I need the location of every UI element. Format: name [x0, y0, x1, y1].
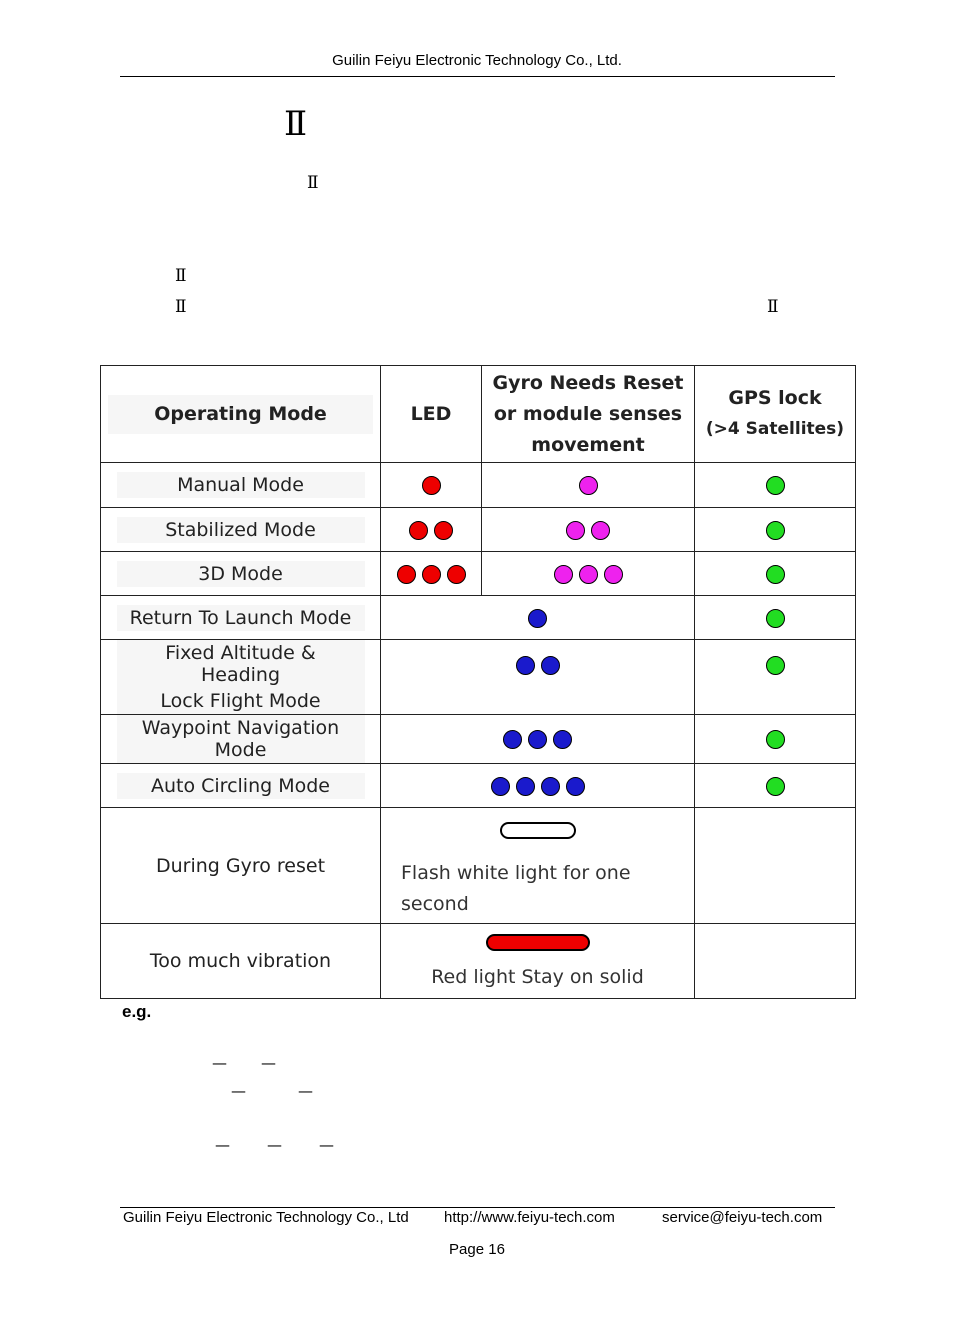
table-row — [101, 715, 856, 764]
header-gps-lock: GPS lock (>4 Satellites) — [695, 366, 856, 463]
mode-name: 3D Mode — [101, 552, 381, 596]
blue-dot-icon — [553, 730, 572, 749]
mode-name: Manual Mode — [101, 463, 381, 508]
blue-dot-icon — [503, 730, 522, 749]
vibration-indicator — [381, 924, 695, 999]
table-row — [101, 508, 856, 552]
dash-mark: — — [267, 1136, 282, 1154]
dash-mark: — — [298, 1082, 313, 1100]
page-number: Page 16 — [449, 1241, 505, 1258]
paragraph-glyph: Ⅱ — [767, 297, 779, 317]
blue-dot-icon — [528, 609, 547, 628]
mode-name: Stabilized Mode — [101, 508, 381, 552]
gps-indicator — [695, 640, 856, 715]
magenta-dot-icon — [591, 521, 610, 540]
magenta-dot-icon — [554, 565, 573, 584]
mode-name: During Gyro reset — [101, 808, 381, 924]
page-header: Guilin Feiyu Electronic Technology Co., Ltd. — [332, 52, 622, 69]
blue-dot-icon — [491, 777, 510, 796]
mode-name: Waypoint Navigation Mode — [101, 715, 381, 764]
note-text: Red light Stay on solid — [431, 966, 644, 988]
gyro-indicator — [482, 463, 695, 508]
footer-rule — [120, 1207, 835, 1208]
paragraph-glyph: Ⅱ — [175, 266, 187, 286]
red-dot-icon — [397, 565, 416, 584]
footer-url-link[interactable]: http://www.feiyu-tech.com — [444, 1209, 615, 1226]
dash-mark: — — [215, 1136, 230, 1154]
mode-name: Fixed Altitude & Heading Lock Flight Mode — [101, 640, 381, 715]
table-row — [101, 552, 856, 596]
footer-company: Guilin Feiyu Electronic Technology Co., Ltd — [123, 1209, 409, 1226]
green-dot-icon — [766, 609, 785, 628]
table-row — [101, 808, 856, 924]
green-dot-icon — [766, 565, 785, 584]
section-title-glyph: Ⅱ — [284, 104, 308, 144]
dash-mark: — — [319, 1136, 334, 1154]
dash-mark: — — [231, 1082, 246, 1100]
table-row — [101, 764, 856, 808]
gyro-reset-indicator — [381, 808, 695, 924]
table-row — [101, 596, 856, 640]
empty-cell — [695, 924, 856, 999]
gps-indicator — [695, 715, 856, 764]
paragraph-glyph: Ⅱ — [175, 297, 187, 317]
empty-cell — [695, 808, 856, 924]
red-dot-icon — [422, 476, 441, 495]
gyro-indicator — [482, 552, 695, 596]
gyro-indicator — [482, 508, 695, 552]
magenta-dot-icon — [579, 476, 598, 495]
mode-indicator — [381, 715, 695, 764]
led-indicator — [381, 552, 482, 596]
gps-indicator — [695, 764, 856, 808]
red-dot-icon — [422, 565, 441, 584]
red-dot-icon — [409, 521, 428, 540]
green-dot-icon — [766, 521, 785, 540]
mode-name: Return To Launch Mode — [101, 596, 381, 640]
gps-indicator — [695, 552, 856, 596]
gps-indicator — [695, 463, 856, 508]
led-indicator — [381, 508, 482, 552]
blue-dot-icon — [541, 777, 560, 796]
magenta-dot-icon — [604, 565, 623, 584]
paragraph-glyph: Ⅱ — [307, 173, 319, 193]
note-text: Flash white light for one — [401, 862, 631, 884]
footer-email-link[interactable]: service@feiyu-tech.com — [662, 1209, 823, 1226]
dash-mark: — — [261, 1054, 276, 1072]
header-operating-mode: Operating Mode — [101, 366, 381, 463]
green-dot-icon — [766, 777, 785, 796]
magenta-dot-icon — [579, 565, 598, 584]
table-row — [101, 924, 856, 999]
white-light-bar-icon — [500, 822, 576, 839]
red-dot-icon — [447, 565, 466, 584]
magenta-dot-icon — [566, 521, 585, 540]
green-dot-icon — [766, 656, 785, 675]
example-label: e.g. — [122, 1002, 152, 1021]
mode-name: Auto Circling Mode — [101, 764, 381, 808]
header-gyro-reset: Gyro Needs Reset or module senses movement — [482, 366, 695, 463]
gps-indicator — [695, 596, 856, 640]
red-dot-icon — [434, 521, 453, 540]
green-dot-icon — [766, 476, 785, 495]
green-dot-icon — [766, 730, 785, 749]
table-row — [101, 463, 856, 508]
led-indicator — [381, 463, 482, 508]
blue-dot-icon — [528, 730, 547, 749]
mode-indicator — [381, 640, 695, 715]
table-row — [101, 640, 856, 715]
note-text: second — [401, 893, 469, 915]
blue-dot-icon — [516, 777, 535, 796]
mode-name: Too much vibration — [101, 924, 381, 999]
blue-dot-icon — [516, 656, 535, 675]
mode-indicator — [381, 764, 695, 808]
blue-dot-icon — [566, 777, 585, 796]
header-rule — [120, 76, 835, 77]
gps-indicator — [695, 508, 856, 552]
red-light-bar-icon — [486, 934, 590, 951]
operating-mode-table — [100, 365, 856, 999]
dash-mark: — — [212, 1054, 227, 1072]
blue-dot-icon — [541, 656, 560, 675]
mode-indicator — [381, 596, 695, 640]
header-led: LED — [381, 366, 482, 463]
